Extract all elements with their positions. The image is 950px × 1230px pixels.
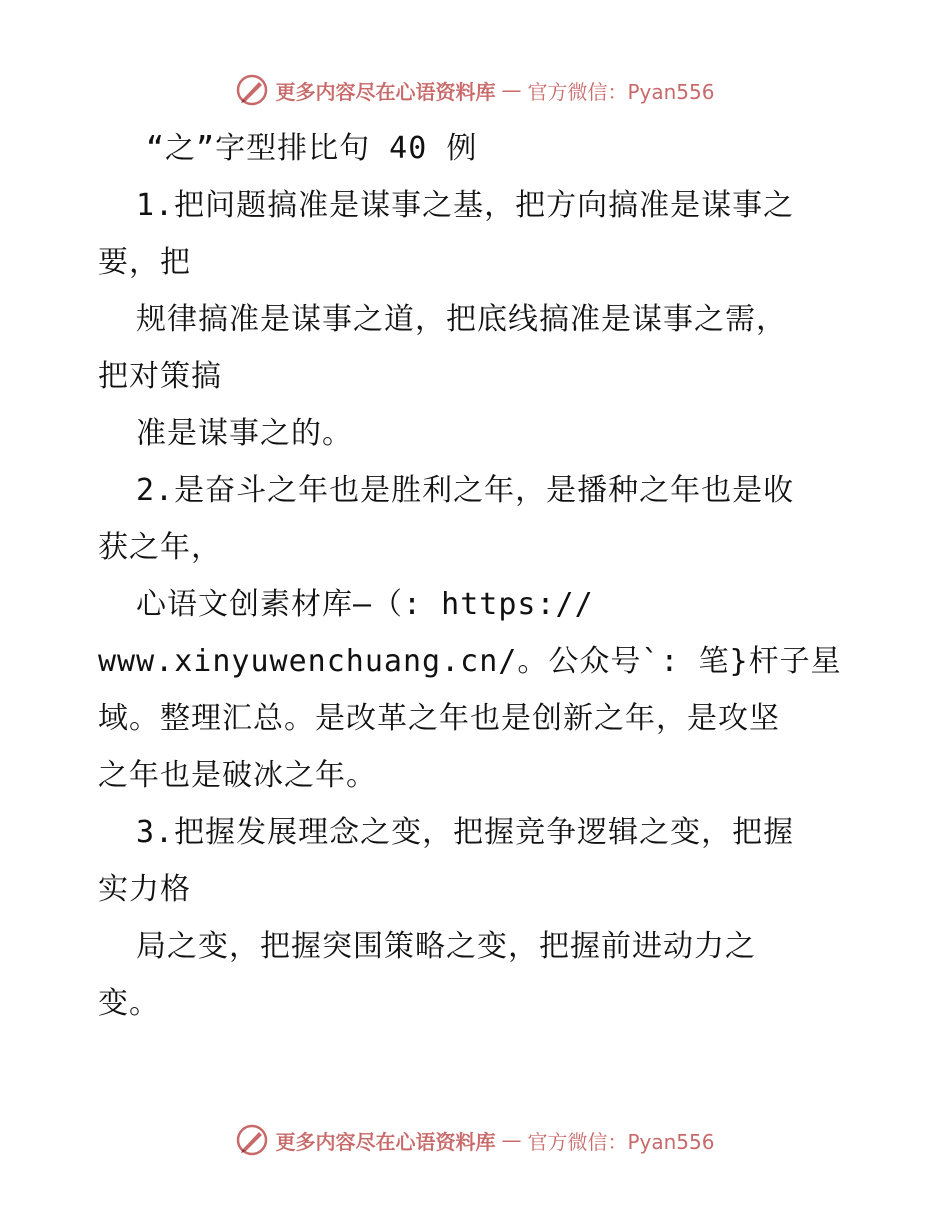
text-line: 域。整理汇总。是改革之年也是创新之年，是攻坚 — [98, 701, 780, 736]
text-line: 获之年， — [98, 530, 222, 565]
document-title: “之”字型排比句 40 例 — [146, 131, 478, 166]
pen-logo-icon — [235, 73, 269, 107]
banner-dash: — — [501, 1128, 522, 1152]
pen-logo-icon — [235, 1123, 269, 1157]
text-line: 3.把握发展理念之变，把握竞争逻辑之变，把握 — [136, 815, 795, 850]
text-line: 要，把 — [98, 245, 191, 280]
text-line: 变。 — [98, 986, 160, 1021]
banner-wechat-text: 官方微信：Pyan556 — [527, 1129, 715, 1154]
banner-wechat-text: 官方微信：Pyan556 — [527, 79, 715, 104]
text-line: 之年也是破冰之年。 — [98, 758, 377, 793]
text-line: 心语文创素材库—（: https:// — [136, 587, 594, 622]
text-line: 1.把问题搞准是谋事之基，把方向搞准是谋事之 — [136, 188, 795, 223]
text-line: 准是谋事之的。 — [136, 416, 353, 451]
banner-brand-text: 更多内容尽在心语资料库 — [275, 79, 496, 104]
document-body — [98, 120, 858, 1032]
footer-watermark-banner — [0, 1120, 950, 1160]
text-line: 2.是奋斗之年也是胜利之年，是播种之年也是收 — [136, 473, 795, 508]
text-line: 规律搞准是谋事之道，把底线搞准是谋事之需， — [136, 302, 787, 337]
text-line: 局之变，把握突围策略之变，把握前进动力之 — [136, 929, 756, 964]
header-watermark-banner — [0, 70, 950, 110]
banner-dash: — — [501, 78, 522, 102]
text-line: 把对策搞 — [98, 359, 222, 394]
text-line: 实力格 — [98, 872, 191, 907]
text-line: www.xinyuwenchuang.cn/。公众号`: 笔}杆子星 — [98, 644, 842, 679]
banner-brand-text: 更多内容尽在心语资料库 — [275, 1129, 496, 1154]
